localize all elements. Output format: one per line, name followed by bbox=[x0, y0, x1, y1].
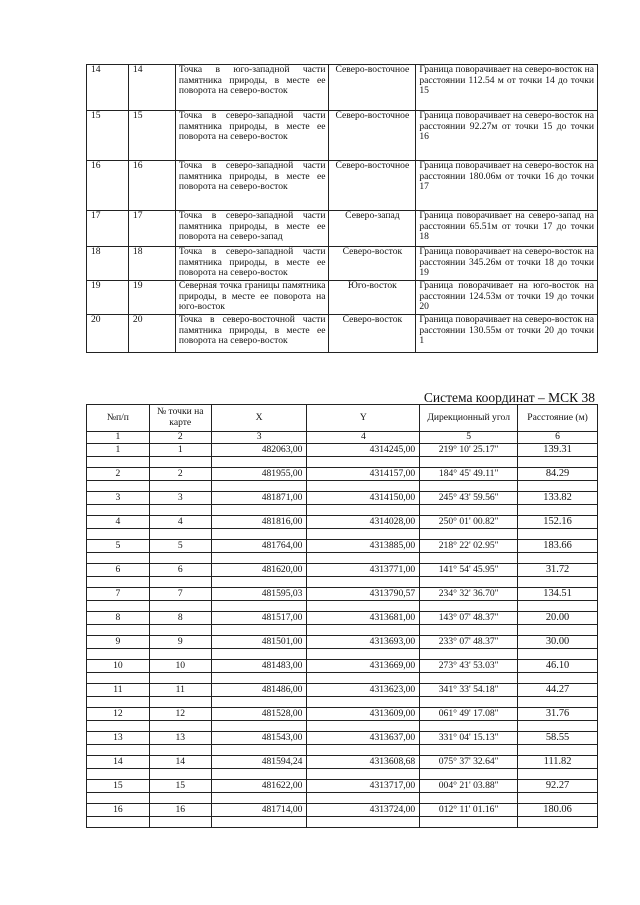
table-row bbox=[87, 315, 598, 353]
table-row bbox=[87, 756, 598, 769]
spacer-cell bbox=[87, 697, 150, 708]
spacer-cell bbox=[518, 673, 598, 684]
point-number-cell: 9 bbox=[149, 636, 211, 649]
point-number-cell: 4 bbox=[149, 516, 211, 529]
direction-cell: Северо-восток bbox=[329, 247, 416, 281]
header-cell: Дирекционный угол bbox=[420, 405, 518, 432]
spacer-cell bbox=[420, 577, 518, 588]
spacer-row bbox=[87, 625, 598, 636]
distance-cell: 92.27 bbox=[518, 780, 598, 793]
spacer-cell bbox=[149, 457, 211, 468]
y-coordinate-cell: 4314157,00 bbox=[307, 468, 420, 481]
distance-cell: 44.27 bbox=[518, 684, 598, 697]
point-number-cell: 19 bbox=[128, 281, 175, 315]
table-row bbox=[87, 540, 598, 553]
distance-cell: 133.82 bbox=[518, 492, 598, 505]
bearing-cell: 012° 11' 01.16" bbox=[420, 804, 518, 817]
spacer-cell bbox=[211, 793, 307, 804]
column-number: 3 bbox=[211, 432, 307, 444]
distance-cell: 31.76 bbox=[518, 708, 598, 721]
spacer-row bbox=[87, 601, 598, 612]
distance-cell: 84.29 bbox=[518, 468, 598, 481]
direction-cell: Северо-восточное bbox=[329, 65, 416, 111]
row-number-cell: 7 bbox=[87, 588, 150, 601]
y-coordinate-cell: 4313609,00 bbox=[307, 708, 420, 721]
table-row bbox=[87, 708, 598, 721]
header-row bbox=[87, 405, 598, 432]
spacer-cell bbox=[211, 649, 307, 660]
header-cell: Y bbox=[307, 405, 420, 432]
direction-cell: Северо-восточное bbox=[329, 161, 416, 211]
y-coordinate-cell: 4313623,00 bbox=[307, 684, 420, 697]
point-description-cell: Точка в юго-западной части памятника природы, в месте ее поворота на северо-восток bbox=[175, 65, 329, 111]
bearing-cell: 004° 21' 03.88" bbox=[420, 780, 518, 793]
spacer-cell bbox=[307, 625, 420, 636]
header-cell: № точки на карте bbox=[149, 405, 211, 432]
spacer-cell bbox=[518, 505, 598, 516]
point-number-cell: 14 bbox=[128, 65, 175, 111]
spacer-cell bbox=[87, 553, 150, 564]
bearing-cell: 234° 32' 36.70" bbox=[420, 588, 518, 601]
direction-cell: Северо-запад bbox=[329, 211, 416, 247]
spacer-cell bbox=[518, 721, 598, 732]
point-number-cell: 7 bbox=[149, 588, 211, 601]
spacer-cell bbox=[149, 505, 211, 516]
spacer-cell bbox=[149, 553, 211, 564]
x-coordinate-cell: 481764,00 bbox=[211, 540, 307, 553]
spacer-cell bbox=[149, 649, 211, 660]
point-description-cell: Точка в северо-западной части памятника природы, в месте ее поворота на северо-запад bbox=[175, 211, 329, 247]
column-number: 6 bbox=[518, 432, 598, 444]
row-number-cell: 18 bbox=[87, 247, 129, 281]
point-description-cell: Северная точка границы памятника природы, в месте ее поворота на юго-восток bbox=[175, 281, 329, 315]
distance-cell: 183.66 bbox=[518, 540, 598, 553]
spacer-cell bbox=[420, 745, 518, 756]
point-number-cell: 15 bbox=[149, 780, 211, 793]
spacer-cell bbox=[307, 505, 420, 516]
table-row bbox=[87, 492, 598, 505]
distance-cell: 180.06 bbox=[518, 804, 598, 817]
spacer-cell bbox=[87, 793, 150, 804]
spacer-cell bbox=[211, 577, 307, 588]
column-number: 1 bbox=[87, 432, 150, 444]
direction-cell: Юго-восток bbox=[329, 281, 416, 315]
spacer-cell bbox=[87, 529, 150, 540]
spacer-cell bbox=[518, 649, 598, 660]
table-row bbox=[87, 780, 598, 793]
row-number-cell: 17 bbox=[87, 211, 129, 247]
spacer-row bbox=[87, 505, 598, 516]
spacer-cell bbox=[211, 817, 307, 828]
point-number-cell: 3 bbox=[149, 492, 211, 505]
row-number-cell: 11 bbox=[87, 684, 150, 697]
y-coordinate-cell: 4313771,00 bbox=[307, 564, 420, 577]
x-coordinate-cell: 482063,00 bbox=[211, 444, 307, 457]
point-number-cell: 15 bbox=[128, 111, 175, 161]
bearing-cell: 061° 49' 17.08" bbox=[420, 708, 518, 721]
point-number-cell: 14 bbox=[149, 756, 211, 769]
boundary-description-table bbox=[86, 64, 598, 353]
x-coordinate-cell: 481620,00 bbox=[211, 564, 307, 577]
point-number-cell: 11 bbox=[149, 684, 211, 697]
spacer-cell bbox=[87, 817, 150, 828]
table-row bbox=[87, 281, 598, 315]
spacer-cell bbox=[87, 577, 150, 588]
spacer-cell bbox=[87, 601, 150, 612]
y-coordinate-cell: 4314028,00 bbox=[307, 516, 420, 529]
table-row bbox=[87, 444, 598, 457]
boundary-text-cell: Граница поворачивает на северо-восток на расстоянии 345.26м от точки 18 до точки 19 bbox=[416, 247, 598, 281]
spacer-cell bbox=[307, 649, 420, 660]
header-cell: Расстояние (м) bbox=[518, 405, 598, 432]
spacer-cell bbox=[420, 673, 518, 684]
spacer-cell bbox=[87, 625, 150, 636]
direction-cell: Северо-восток bbox=[329, 315, 416, 353]
table-row bbox=[87, 684, 598, 697]
boundary-text-cell: Граница поворачивает на северо-восток на расстоянии 130.55м от точки 20 до точки 1 bbox=[416, 315, 598, 353]
spacer-cell bbox=[307, 457, 420, 468]
spacer-cell bbox=[518, 745, 598, 756]
spacer-row bbox=[87, 457, 598, 468]
boundary-text-cell: Граница поворачивает на юго-восток на расстоянии 124.53м от точки 19 до точки 20 bbox=[416, 281, 598, 315]
spacer-cell bbox=[211, 529, 307, 540]
row-number-cell: 3 bbox=[87, 492, 150, 505]
spacer-cell bbox=[420, 505, 518, 516]
row-number-cell: 15 bbox=[87, 780, 150, 793]
point-number-cell: 17 bbox=[128, 211, 175, 247]
row-number-cell: 16 bbox=[87, 804, 150, 817]
spacer-row bbox=[87, 649, 598, 660]
point-description-cell: Точка в северо-восточной части памятника природы, в месте ее поворота на северо-восток bbox=[175, 315, 329, 353]
row-number-cell: 6 bbox=[87, 564, 150, 577]
spacer-cell bbox=[518, 769, 598, 780]
spacer-cell bbox=[211, 457, 307, 468]
distance-cell: 134.51 bbox=[518, 588, 598, 601]
spacer-row bbox=[87, 697, 598, 708]
spacer-cell bbox=[420, 817, 518, 828]
x-coordinate-cell: 481517,00 bbox=[211, 612, 307, 625]
spacer-cell bbox=[307, 745, 420, 756]
column-number-row bbox=[87, 432, 598, 444]
table-row bbox=[87, 468, 598, 481]
x-coordinate-cell: 481816,00 bbox=[211, 516, 307, 529]
y-coordinate-cell: 4313669,00 bbox=[307, 660, 420, 673]
y-coordinate-cell: 4313693,00 bbox=[307, 636, 420, 649]
spacer-cell bbox=[307, 553, 420, 564]
y-coordinate-cell: 4313717,00 bbox=[307, 780, 420, 793]
spacer-cell bbox=[420, 697, 518, 708]
spacer-cell bbox=[307, 721, 420, 732]
spacer-row bbox=[87, 553, 598, 564]
spacer-cell bbox=[307, 769, 420, 780]
y-coordinate-cell: 4313790,57 bbox=[307, 588, 420, 601]
spacer-row bbox=[87, 817, 598, 828]
spacer-row bbox=[87, 577, 598, 588]
y-coordinate-cell: 4314150,00 bbox=[307, 492, 420, 505]
spacer-cell bbox=[149, 673, 211, 684]
table-row bbox=[87, 111, 598, 161]
table-row bbox=[87, 564, 598, 577]
bearing-cell: 273° 43' 53.03" bbox=[420, 660, 518, 673]
y-coordinate-cell: 4313724,00 bbox=[307, 804, 420, 817]
row-number-cell: 13 bbox=[87, 732, 150, 745]
spacer-cell bbox=[211, 745, 307, 756]
spacer-row bbox=[87, 529, 598, 540]
bearing-cell: 184° 45' 49.11" bbox=[420, 468, 518, 481]
spacer-row bbox=[87, 769, 598, 780]
spacer-cell bbox=[211, 601, 307, 612]
spacer-cell bbox=[211, 673, 307, 684]
y-coordinate-cell: 4313608,68 bbox=[307, 756, 420, 769]
bearing-cell: 143° 07' 48.37" bbox=[420, 612, 518, 625]
spacer-row bbox=[87, 721, 598, 732]
boundary-text-cell: Граница поворачивает на северо-восток на расстоянии 92.27м от точки 15 до точки 16 bbox=[416, 111, 598, 161]
spacer-cell bbox=[307, 793, 420, 804]
x-coordinate-cell: 481622,00 bbox=[211, 780, 307, 793]
x-coordinate-cell: 481955,00 bbox=[211, 468, 307, 481]
spacer-cell bbox=[87, 457, 150, 468]
spacer-cell bbox=[149, 817, 211, 828]
spacer-cell bbox=[307, 817, 420, 828]
spacer-cell bbox=[87, 505, 150, 516]
spacer-cell bbox=[518, 529, 598, 540]
spacer-cell bbox=[211, 697, 307, 708]
y-coordinate-cell: 4313637,00 bbox=[307, 732, 420, 745]
y-coordinate-cell: 4314245,00 bbox=[307, 444, 420, 457]
row-number-cell: 1 bbox=[87, 444, 150, 457]
row-number-cell: 12 bbox=[87, 708, 150, 721]
point-description-cell: Точка в северо-западной части памятника природы, в месте ее поворота на северо-восток bbox=[175, 161, 329, 211]
distance-cell: 58.55 bbox=[518, 732, 598, 745]
bearing-cell: 331° 04' 15.13" bbox=[420, 732, 518, 745]
point-number-cell: 10 bbox=[149, 660, 211, 673]
coordinates-table bbox=[86, 404, 598, 828]
spacer-cell bbox=[420, 601, 518, 612]
boundary-text-cell: Граница поворачивает на северо-запад на расстоянии 65.51м от точки 17 до точки 18 bbox=[416, 211, 598, 247]
spacer-cell bbox=[420, 625, 518, 636]
x-coordinate-cell: 481871,00 bbox=[211, 492, 307, 505]
spacer-cell bbox=[420, 793, 518, 804]
distance-cell: 31.72 bbox=[518, 564, 598, 577]
spacer-cell bbox=[420, 529, 518, 540]
point-number-cell: 16 bbox=[128, 161, 175, 211]
spacer-cell bbox=[518, 601, 598, 612]
column-number: 5 bbox=[420, 432, 518, 444]
table-row bbox=[87, 247, 598, 281]
spacer-row bbox=[87, 673, 598, 684]
spacer-cell bbox=[149, 721, 211, 732]
spacer-cell bbox=[518, 697, 598, 708]
bearing-cell: 341° 33' 54.18" bbox=[420, 684, 518, 697]
spacer-cell bbox=[518, 481, 598, 492]
spacer-cell bbox=[149, 793, 211, 804]
x-coordinate-cell: 481594,24 bbox=[211, 756, 307, 769]
x-coordinate-cell: 481486,00 bbox=[211, 684, 307, 697]
bearing-cell: 250° 01' 00.82" bbox=[420, 516, 518, 529]
table-row bbox=[87, 660, 598, 673]
coordinate-system-caption: Система координат – МСК 38 bbox=[423, 390, 595, 405]
spacer-cell bbox=[87, 481, 150, 492]
x-coordinate-cell: 481595,03 bbox=[211, 588, 307, 601]
spacer-cell bbox=[211, 553, 307, 564]
point-number-cell: 5 bbox=[149, 540, 211, 553]
bearing-cell: 218° 22' 02.95" bbox=[420, 540, 518, 553]
distance-cell: 139.31 bbox=[518, 444, 598, 457]
spacer-cell bbox=[518, 625, 598, 636]
spacer-cell bbox=[518, 793, 598, 804]
distance-cell: 111.82 bbox=[518, 756, 598, 769]
spacer-cell bbox=[149, 481, 211, 492]
point-number-cell: 1 bbox=[149, 444, 211, 457]
table-row bbox=[87, 161, 598, 211]
column-number: 2 bbox=[149, 432, 211, 444]
spacer-cell bbox=[307, 673, 420, 684]
point-number-cell: 8 bbox=[149, 612, 211, 625]
spacer-cell bbox=[149, 625, 211, 636]
spacer-row bbox=[87, 793, 598, 804]
row-number-cell: 16 bbox=[87, 161, 129, 211]
point-description-cell: Точка в северо-западной части памятника природы, в месте ее поворота на северо-восток bbox=[175, 247, 329, 281]
spacer-cell bbox=[518, 457, 598, 468]
spacer-cell bbox=[307, 529, 420, 540]
spacer-cell bbox=[307, 481, 420, 492]
point-number-cell: 16 bbox=[149, 804, 211, 817]
distance-cell: 152.16 bbox=[518, 516, 598, 529]
row-number-cell: 5 bbox=[87, 540, 150, 553]
spacer-cell bbox=[420, 481, 518, 492]
spacer-cell bbox=[307, 697, 420, 708]
spacer-cell bbox=[149, 745, 211, 756]
point-number-cell: 18 bbox=[128, 247, 175, 281]
boundary-text-cell: Граница поворачивает на северо-восток на расстоянии 112.54 м от точки 14 до точки 15 bbox=[416, 65, 598, 111]
spacer-cell bbox=[87, 673, 150, 684]
distance-cell: 30.00 bbox=[518, 636, 598, 649]
spacer-cell bbox=[149, 697, 211, 708]
y-coordinate-cell: 4313681,00 bbox=[307, 612, 420, 625]
point-number-cell: 6 bbox=[149, 564, 211, 577]
spacer-cell bbox=[518, 577, 598, 588]
table-row bbox=[87, 516, 598, 529]
direction-cell: Северо-восточное bbox=[329, 111, 416, 161]
table-row bbox=[87, 612, 598, 625]
table-row bbox=[87, 211, 598, 247]
bearing-cell: 219° 10' 25.17" bbox=[420, 444, 518, 457]
x-coordinate-cell: 481501,00 bbox=[211, 636, 307, 649]
x-coordinate-cell: 481483,00 bbox=[211, 660, 307, 673]
spacer-cell bbox=[211, 721, 307, 732]
bearing-cell: 245° 43' 59.56" bbox=[420, 492, 518, 505]
header-cell: №п/п bbox=[87, 405, 150, 432]
table-row bbox=[87, 636, 598, 649]
x-coordinate-cell: 481714,00 bbox=[211, 804, 307, 817]
spacer-cell bbox=[87, 745, 150, 756]
table-row bbox=[87, 732, 598, 745]
boundary-text-cell: Граница поворачивает на северо-восток на расстоянии 180.06м от точки 16 до точки 17 bbox=[416, 161, 598, 211]
point-number-cell: 13 bbox=[149, 732, 211, 745]
bearing-cell: 075° 37' 32.64" bbox=[420, 756, 518, 769]
spacer-row bbox=[87, 745, 598, 756]
column-number: 4 bbox=[307, 432, 420, 444]
row-number-cell: 14 bbox=[87, 756, 150, 769]
spacer-cell bbox=[307, 601, 420, 612]
row-number-cell: 10 bbox=[87, 660, 150, 673]
row-number-cell: 9 bbox=[87, 636, 150, 649]
row-number-cell: 8 bbox=[87, 612, 150, 625]
spacer-cell bbox=[87, 649, 150, 660]
table-row bbox=[87, 65, 598, 111]
table-row bbox=[87, 588, 598, 601]
row-number-cell: 20 bbox=[87, 315, 129, 353]
point-number-cell: 2 bbox=[149, 468, 211, 481]
spacer-cell bbox=[211, 481, 307, 492]
bearing-cell: 233° 07' 48.37" bbox=[420, 636, 518, 649]
y-coordinate-cell: 4313885,00 bbox=[307, 540, 420, 553]
row-number-cell: 4 bbox=[87, 516, 150, 529]
spacer-cell bbox=[420, 553, 518, 564]
spacer-cell bbox=[420, 457, 518, 468]
row-number-cell: 2 bbox=[87, 468, 150, 481]
spacer-cell bbox=[149, 601, 211, 612]
spacer-cell bbox=[420, 721, 518, 732]
spacer-cell bbox=[307, 577, 420, 588]
spacer-cell bbox=[518, 553, 598, 564]
spacer-cell bbox=[211, 505, 307, 516]
point-number-cell: 20 bbox=[128, 315, 175, 353]
row-number-cell: 14 bbox=[87, 65, 129, 111]
spacer-cell bbox=[420, 769, 518, 780]
spacer-cell bbox=[149, 769, 211, 780]
point-number-cell: 12 bbox=[149, 708, 211, 721]
x-coordinate-cell: 481543,00 bbox=[211, 732, 307, 745]
spacer-cell bbox=[420, 649, 518, 660]
spacer-cell bbox=[149, 529, 211, 540]
row-number-cell: 15 bbox=[87, 111, 129, 161]
spacer-cell bbox=[87, 769, 150, 780]
table-row bbox=[87, 804, 598, 817]
distance-cell: 20.00 bbox=[518, 612, 598, 625]
spacer-cell bbox=[211, 625, 307, 636]
row-number-cell: 19 bbox=[87, 281, 129, 315]
spacer-cell bbox=[87, 721, 150, 732]
header-cell: X bbox=[211, 405, 307, 432]
spacer-cell bbox=[518, 817, 598, 828]
spacer-row bbox=[87, 481, 598, 492]
distance-cell: 46.10 bbox=[518, 660, 598, 673]
x-coordinate-cell: 481528,00 bbox=[211, 708, 307, 721]
spacer-cell bbox=[211, 769, 307, 780]
spacer-cell bbox=[149, 577, 211, 588]
bearing-cell: 141° 54' 45.95" bbox=[420, 564, 518, 577]
point-description-cell: Точка в северо-западной части памятника природы, в месте ее поворота на северо-восток bbox=[175, 111, 329, 161]
